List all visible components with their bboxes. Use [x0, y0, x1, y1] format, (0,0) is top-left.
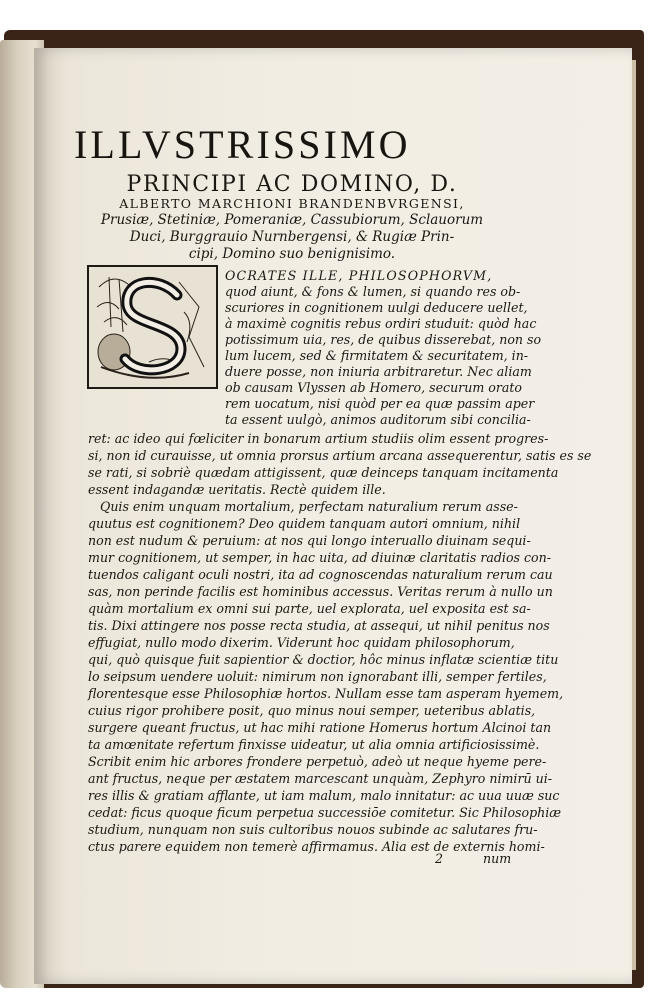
- body-text-line: cedat: ficus quoque ficum perpetua successiōe comitetur. Sic Philosophiæ: [88, 805, 562, 820]
- body-text-line: essent indagandæ ueritatis. Rectè quidem ille.: [88, 482, 386, 497]
- body-text-line: ret: ac ideo qui fœliciter in bonarum artium studiis olim essent progres-: [88, 431, 549, 446]
- body-text-line: ta amœnitate refertum finxisse uideatur, ut alia omnia artificiosissimè.: [88, 737, 540, 752]
- body-text-line: mur cognitionem, ut semper, in hac uita, ad diuinæ claritatis radios con-: [88, 550, 551, 565]
- body-text-line: rem uocatum, nisi quòd per ea quæ passim aper: [225, 396, 535, 411]
- body-text-line: ant fructus, neque per æstatem marcescant unquàm, Zephyro nimirū ui-: [88, 771, 552, 786]
- dedication-line: ALBERTO MARCHIONI BRANDENBVRGENSI,: [119, 196, 465, 211]
- dedication-line: cipi, Domino suo benignisimo.: [188, 246, 396, 262]
- body-text-line: surgere queant fructus, ut hac mihi ratione Homerus hortum Alcinoi tan: [88, 720, 552, 735]
- body-text-line: ta essent uulgò, animos auditorum sibi concilia-: [225, 412, 531, 427]
- body-text-line: ctus parere equidem non temerè affirmamus. Alia est de externis homi-: [88, 839, 545, 854]
- body-text-line: si, non id curauisse, ut omnia prorsus artium arcana assequerentur, satis es se: [88, 448, 592, 463]
- body-text-line: tuendos caligant oculi nostri, ita ad cognoscendas naturalium rerum cau: [88, 567, 553, 582]
- body-text-line: scuriores in cognitionem uulgi deducere uellet,: [225, 300, 528, 315]
- page-fore-edge: [632, 60, 636, 970]
- body-text-line: Quis enim unquam mortalium, perfectam naturalium rerum asse-: [100, 499, 518, 514]
- body-text-line: non est nudum & peruium: at nos qui longo interuallo diuinam sequi-: [88, 533, 531, 548]
- body-text-line: cuius rigor prohibere posit, quo minus noui semper, ueteribus ablatis,: [88, 703, 536, 718]
- signature-mark: 2: [435, 851, 444, 866]
- dedication-line: Duci, Burggrauio Nurnbergensi, & Rugiæ Prin-: [129, 229, 455, 245]
- body-text-line: quod aiunt, & fons & lumen, si quando res ob-: [225, 284, 521, 299]
- body-text-line: se rati, si sobriè quædam attigissent, quæ deinceps tanquam incitamenta: [88, 465, 559, 480]
- body-text-line: tis. Dixi attingere nos posse recta studia, at assequi, ut nihil penitus nos: [88, 618, 550, 633]
- body-text-line: duere posse, non iniuria arbitraretur. Nec aliam: [225, 364, 532, 379]
- body-text-line: effugiat, nullo modo dixerim. Viderunt hoc quidam philosophorum,: [88, 635, 515, 650]
- body-text-line: res illis & gratiam afflante, ut iam malum, malo innitatur: ac uua uuæ suc: [88, 788, 560, 803]
- dedication-line: PRINCIPI AC DOMINO, D.: [126, 172, 458, 197]
- body-text-line: lo seipsum uendere uoluit: nimirum non ignorabant illi, semper fertiles,: [88, 669, 547, 684]
- body-text-line: florentesque esse Philosophiæ hortos. Nullam esse tam asperam hyemem,: [88, 686, 564, 701]
- page-title: ILLVSTRISSIMO: [74, 122, 411, 167]
- body-text-line: quàm mortalium ex omni sui parte, uel explorata, uel exposita est sa-: [88, 601, 531, 616]
- body-text-line: qui, quò quisque fuit sapientior & doctior, hôc minus inflatæ scientiæ titu: [88, 652, 559, 667]
- body-text-line: ob causam Vlyssen ab Homero, securum orato: [225, 380, 523, 395]
- body-text-line: quutus est cognitionem? Deo quidem tanquam autori omnium, nihil: [88, 516, 521, 531]
- dedication-line: Prusiæ, Stetiniæ, Pomeraniæ, Cassubiorum, Sclauorum: [100, 212, 484, 228]
- body-text-line: lum lucem, sed & firmitatem & securitatem, in-: [225, 348, 529, 363]
- body-text-line: sas, non perinde facilis est hominibus accessus. Veritas rerum à nullo un: [88, 584, 553, 599]
- body-text-line: OCRATES ILLE, PHILOSOPHORVM,: [225, 268, 493, 283]
- decorated-initial-s-woodcut: [87, 265, 218, 389]
- body-text-line: potissimum uia, res, de quibus disserebat, non so: [225, 332, 542, 347]
- catchword: num: [483, 851, 512, 866]
- body-text-line: à maximè cognitis rebus ordiri studuit: quòd hac: [225, 316, 537, 331]
- body-text-line: studium, nunquam non suis cultoribus nouos subinde ac salutares fru-: [88, 822, 538, 837]
- body-text-line: Scribit enim hic arbores frondere perpetuò, adeò ut neque hyeme pere-: [88, 754, 547, 769]
